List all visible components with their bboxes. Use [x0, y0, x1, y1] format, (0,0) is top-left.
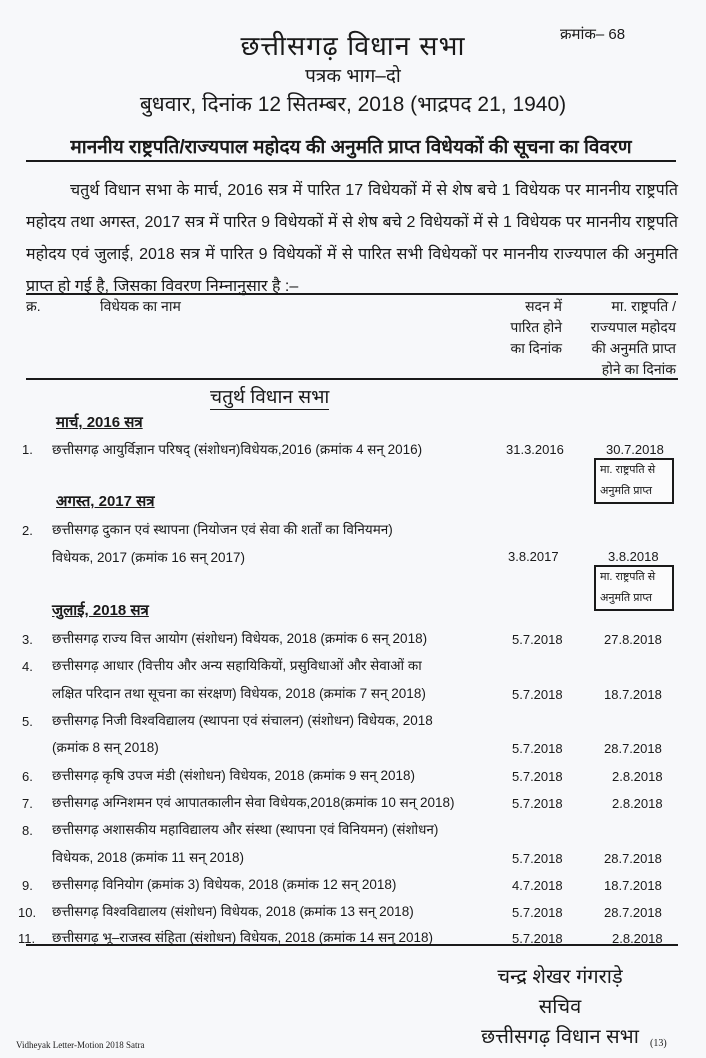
- session-label: अगस्त, 2017 सत्र: [56, 493, 155, 510]
- note-line: अनुमति प्राप्त: [600, 485, 653, 497]
- bill-name: छत्तीसगढ़ राज्य वित्त आयोग (संशोधन) विधेयक, 2018 (क्रमांक 6 सन् 2018): [52, 631, 428, 646]
- footer-file-label: Vidheyak Letter-Motion 2018 Satra: [16, 1040, 145, 1050]
- passed-date: 5.7.2018: [512, 632, 563, 647]
- row-number: 7.: [22, 796, 33, 811]
- assent-date: 30.7.2018: [606, 442, 664, 457]
- assent-date: 2.8.2018: [612, 796, 663, 811]
- assent-date: 2.8.2018: [612, 931, 663, 946]
- president-assent-note: [594, 458, 674, 504]
- row-number: 6.: [22, 769, 33, 784]
- passed-date: 5.7.2018: [512, 796, 563, 811]
- bill-name: छत्तीसगढ़ विनियोग (क्रमांक 3) विधेयक, 2018 (क्रमांक 12 सन् 2018): [52, 877, 397, 892]
- table-header-rule: [26, 378, 678, 380]
- assent-date: 3.8.2018: [608, 549, 659, 564]
- assembly-title: चतुर्थ विधान सभा: [210, 383, 329, 410]
- assent-date: 2.8.2018: [612, 769, 663, 784]
- page-number: (13): [650, 1038, 667, 1049]
- document-subtitle: पत्रक भाग–दो: [305, 66, 401, 87]
- row-number: 5.: [22, 714, 33, 729]
- header-passed-line: का दिनांक: [510, 340, 562, 356]
- row-number: 8.: [22, 823, 33, 838]
- assent-date: 28.7.2018: [604, 851, 662, 866]
- assent-date: 28.7.2018: [604, 905, 662, 920]
- bill-name-cont: (क्रमांक 8 सन् 2018): [52, 740, 159, 755]
- session-label: जुलाई, 2018 सत्र: [52, 602, 149, 619]
- passed-date: 31.3.2016: [506, 442, 564, 457]
- row-number: 1.: [22, 442, 33, 457]
- header-assent-line: की अनुमति प्राप्त: [591, 340, 676, 356]
- signatory-name: चन्द्र शेखर गंगराड़े: [497, 966, 623, 988]
- header-assent-line: राज्यपाल महोदय: [590, 319, 676, 335]
- passed-date: 5.7.2018: [512, 769, 563, 784]
- table-bottom-rule: [26, 944, 678, 946]
- document-title: छत्तीसगढ़ विधान सभा: [240, 31, 466, 61]
- header-assent-line: होने का दिनांक: [601, 361, 676, 377]
- header-assent-line: मा. राष्ट्रपति /: [611, 298, 676, 314]
- passed-date: 5.7.2018: [512, 687, 563, 702]
- bill-name-cont: लक्षित परिदान तथा सूचना का संरक्षण) विधेयक, 2018 (क्रमांक 7 सन् 2018): [52, 686, 426, 701]
- note-line: मा. राष्ट्रपति से: [600, 464, 656, 476]
- bill-name: छत्तीसगढ़ विश्वविद्यालय (संशोधन) विधेयक, 2018 (क्रमांक 13 सन् 2018): [52, 904, 414, 919]
- row-number: 10.: [18, 905, 37, 920]
- intro-paragraph: चतुर्थ विधान सभा के मार्च, 2016 सत्र में पारित 17 विधेयकों में से शेष बचे 1 विधेयक पर माननीय राष्ट्रपति महोदय तथा अगस्त, 2017 सत्र में पारित 9 विधेयकों में से शेष बचे 2 विधेयकों में से 1 विधेयक पर माननीय राष्ट्रपति महोदय एवं जुलाई, 2018 सत्र में पारित 9 विधेयकों में से पारित सभी विधेयकों पर माननीय राज्यपाल की अनुमति प्राप्त हो गई है, जिसका विवरण निम्नानुसार है :–: [26, 182, 678, 295]
- row-number: 2.: [22, 523, 33, 538]
- row-number: 3.: [22, 632, 33, 647]
- signatory-organization: छत्तीसगढ़ विधान सभा: [481, 1026, 639, 1048]
- bill-name: छत्तीसगढ़ आयुर्विज्ञान परिषद् (संशोधन)विधेयक,2016 (क्रमांक 4 सन् 2016): [52, 442, 423, 457]
- section-heading: माननीय राष्ट्रपति/राज्यपाल महोदय की अनुमति प्राप्त विधेयकों की सूचना का विवरण: [26, 133, 676, 162]
- signatory-designation: सचिव: [538, 996, 582, 1018]
- bill-name: छत्तीसगढ़ अशासकीय महाविद्यालय और संस्था (स्थापना एवं विनियमन) (संशोधन): [52, 822, 439, 837]
- header-passed-line: सदन में: [525, 298, 562, 314]
- bill-name: छत्तीसगढ़ दुकान एवं स्थापना (नियोजन एवं सेवा की शर्तों का विनियमन): [52, 522, 393, 537]
- bill-name: छत्तीसगढ़ निजी विश्वविद्यालय (स्थापना एवं संचालन) (संशोधन) विधेयक, 2018: [52, 713, 433, 728]
- header-passed-line: पारित होने: [510, 319, 562, 335]
- passed-date: 3.8.2017: [508, 549, 559, 564]
- passed-date: 5.7.2018: [512, 741, 563, 756]
- passed-date: 4.7.2018: [512, 878, 563, 893]
- passed-date: 5.7.2018: [512, 931, 563, 946]
- bill-name: छत्तीसगढ़ भू–राजस्व संहिता (संशोधन) विधेयक, 2018 (क्रमांक 14 सन् 2018): [52, 930, 433, 945]
- row-number: 11.: [18, 931, 36, 946]
- assent-date: 18.7.2018: [604, 878, 662, 893]
- row-number: 4.: [22, 659, 33, 674]
- table-top-rule: [26, 293, 678, 295]
- row-number: 9.: [22, 878, 33, 893]
- president-assent-note: [594, 565, 674, 611]
- header-serial: क्र.: [26, 298, 41, 314]
- passed-date: 5.7.2018: [512, 905, 563, 920]
- date-line: बुधवार, दिनांक 12 सितम्बर, 2018 (भाद्रपद 21, 1940): [139, 93, 567, 116]
- bill-name: छत्तीसगढ़ कृषि उपज मंडी (संशोधन) विधेयक, 2018 (क्रमांक 9 सन् 2018): [52, 768, 415, 783]
- bill-name-cont: विधेयक, 2018 (क्रमांक 11 सन् 2018): [52, 850, 245, 865]
- session-label: मार्च, 2016 सत्र: [56, 414, 143, 431]
- header-assent-date: [566, 296, 676, 380]
- assent-date: 27.8.2018: [604, 632, 662, 647]
- serial-number: क्रमांक– 68: [560, 26, 626, 43]
- passed-date: 5.7.2018: [512, 851, 563, 866]
- assent-date: 18.7.2018: [604, 687, 662, 702]
- note-line: अनुमति प्राप्त: [600, 592, 653, 604]
- bill-name: छत्तीसगढ़ अग्निशमन एवं आपातकालीन सेवा विधेयक,2018(क्रमांक 10 सन् 2018): [52, 795, 455, 810]
- note-line: मा. राष्ट्रपति से: [600, 571, 656, 583]
- bill-name: छत्तीसगढ़ आधार (वित्तीय और अन्य सहायिकियों, प्रसुविधाओं और सेवाओं का: [52, 658, 422, 673]
- assent-date: 28.7.2018: [604, 741, 662, 756]
- bill-name-cont: विधेयक, 2017 (क्रमांक 16 सन् 2017): [52, 550, 246, 565]
- header-passed-date: [484, 296, 562, 359]
- header-bill-name: विधेयक का नाम: [100, 298, 181, 314]
